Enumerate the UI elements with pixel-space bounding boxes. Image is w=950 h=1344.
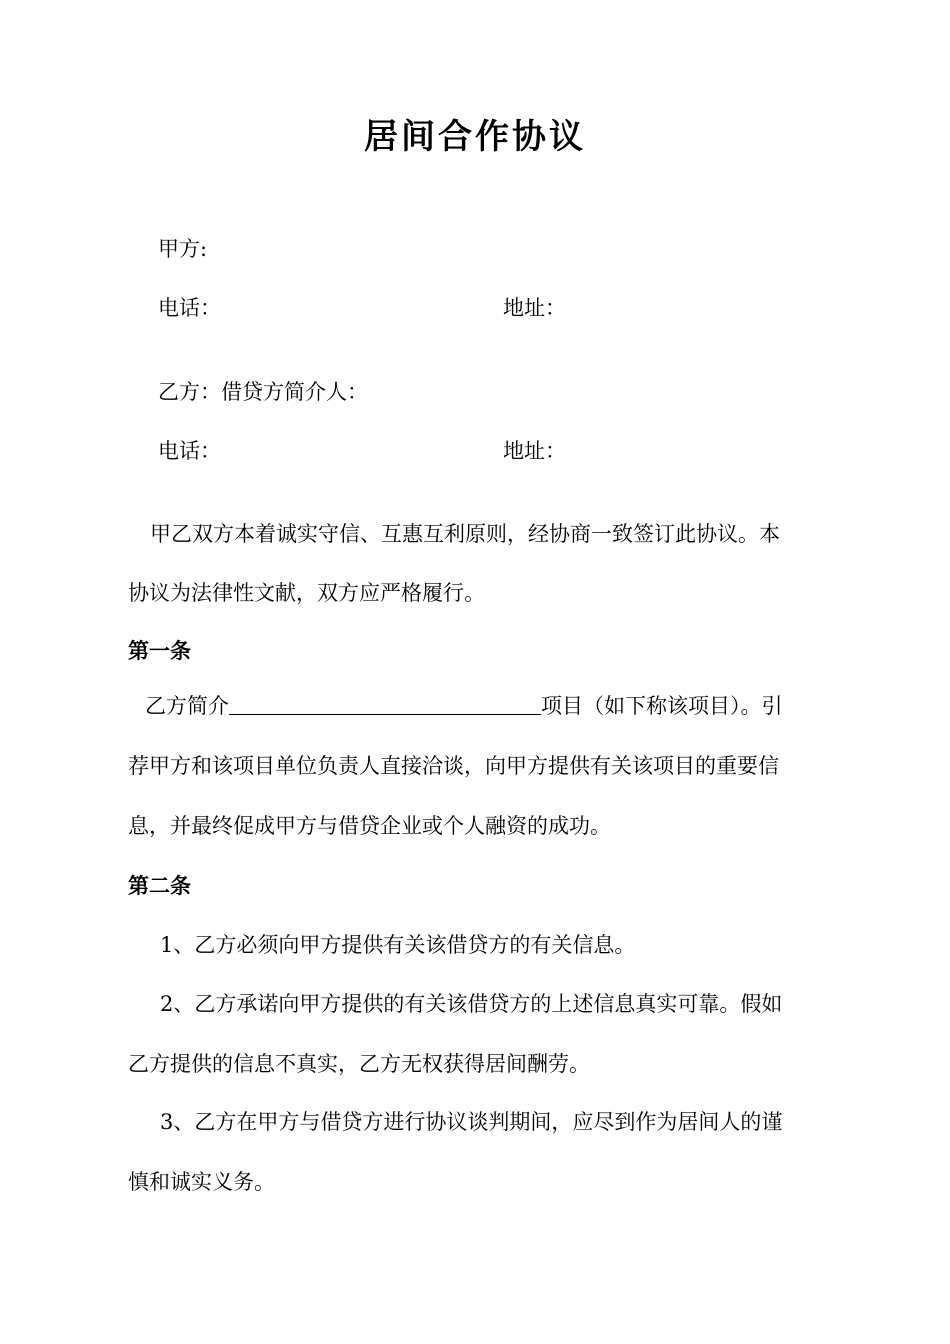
article-1-line-2: 荐甲方和该项目单位负责人直接洽谈，向甲方提供有关该项目的重要信 — [128, 754, 779, 778]
article-2-item-3-line-1: 3、乙方在甲方与借贷方进行协议谈判期间，应尽到作为居间人的谨 — [160, 1110, 783, 1134]
article-2-item-2-line-1: 2、乙方承诺向甲方提供的有关该借贷方的上述信息真实可靠。假如 — [160, 992, 783, 1016]
article-2-item-1: 1、乙方必须向甲方提供有关该借贷方的有关信息。 — [160, 933, 636, 957]
preamble-line-1: 甲乙双方本着诚实守信、互惠互利原则，经协商一致签订此协议。本 — [150, 522, 780, 546]
party-a-label: 甲方: — [158, 237, 208, 261]
article-2-heading: 第二条 — [128, 873, 191, 898]
document-title: 居间合作协议 — [364, 117, 586, 157]
article-1-line-1-suffix: 项目（如下称该项目）。引 — [541, 694, 783, 718]
party-b-label: 乙方：借贷方简介人： — [158, 380, 368, 404]
article-1-line-1-prefix: 乙方简介 — [145, 694, 229, 718]
party-a-address-label: 地址： — [503, 296, 566, 320]
party-b-phone-label: 电话： — [158, 439, 221, 463]
article-1-heading: 第一条 — [128, 638, 191, 663]
article-2-item-3-line-2: 慎和诚实义务。 — [128, 1170, 275, 1194]
preamble-line-2: 协议为法律性文献，双方应严格履行。 — [128, 581, 485, 605]
article-1-line-3: 息，并最终促成甲方与借贷企业或个人融资的成功。 — [128, 814, 611, 838]
project-name-blank-line — [229, 692, 541, 715]
article-1-line-1 — [145, 691, 783, 721]
article-2-item-2-line-2: 乙方提供的信息不真实，乙方无权获得居间酬劳。 — [128, 1052, 590, 1076]
party-b-address-label: 地址： — [503, 439, 566, 463]
party-a-phone-label: 电话： — [158, 296, 221, 320]
